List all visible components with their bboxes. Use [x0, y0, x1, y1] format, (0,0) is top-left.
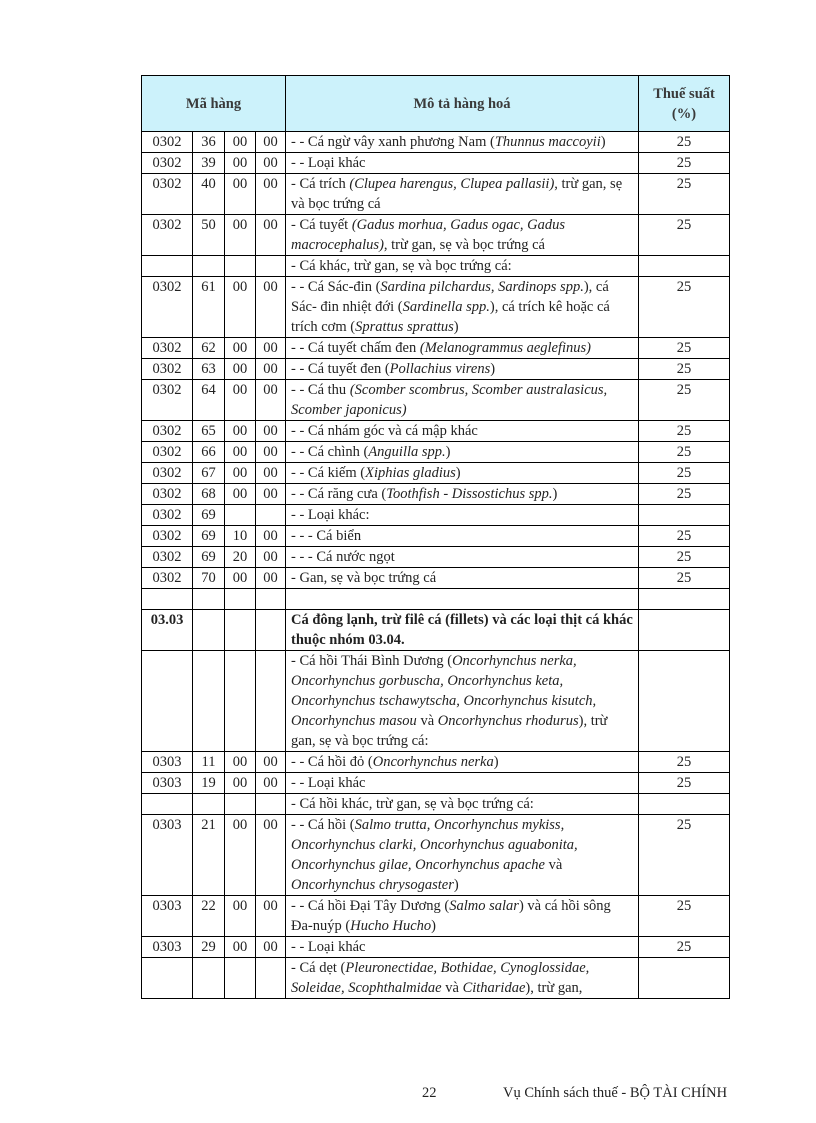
code-chapter: 0302 [142, 153, 193, 174]
code-item: 00 [256, 215, 286, 256]
code-subheading [225, 256, 256, 277]
rate-cell: 25 [639, 547, 730, 568]
table-row [142, 547, 730, 568]
code-heading: 67 [193, 463, 225, 484]
code-heading [193, 651, 225, 752]
rate-cell [639, 256, 730, 277]
tariff-table [141, 75, 730, 999]
code-subheading: 00 [225, 338, 256, 359]
description-cell: Cá đông lạnh, trừ filê cá (fillets) và các loại thịt cá khác thuộc nhóm 03.04. [286, 610, 639, 651]
code-chapter: 0302 [142, 526, 193, 547]
rate-cell: 25 [639, 568, 730, 589]
table-row [142, 442, 730, 463]
table-row [142, 421, 730, 442]
code-heading [193, 589, 225, 610]
code-heading: 40 [193, 174, 225, 215]
code-item: 00 [256, 338, 286, 359]
table-row [142, 937, 730, 958]
code-subheading [225, 651, 256, 752]
table-row [142, 794, 730, 815]
code-subheading: 00 [225, 484, 256, 505]
code-subheading: 00 [225, 359, 256, 380]
code-item [256, 794, 286, 815]
code-subheading: 00 [225, 215, 256, 256]
rate-cell: 25 [639, 752, 730, 773]
code-subheading: 00 [225, 568, 256, 589]
description-cell: - - Cá chình (Anguilla spp.) [286, 442, 639, 463]
code-chapter [142, 794, 193, 815]
code-item: 00 [256, 359, 286, 380]
table-row [142, 380, 730, 421]
heading-row [142, 610, 730, 651]
code-item [256, 589, 286, 610]
page-number: 22 [422, 1085, 437, 1101]
table-row [142, 505, 730, 526]
code-chapter: 0302 [142, 484, 193, 505]
description-cell: - - Cá tuyết đen (Pollachius virens) [286, 359, 639, 380]
description-cell: - Cá trích (Clupea harengus, Clupea pallasii), trừ gan, sẹ và bọc trứng cá [286, 174, 639, 215]
rate-cell: 25 [639, 132, 730, 153]
code-chapter: 0302 [142, 338, 193, 359]
description-cell: - - Loại khác [286, 937, 639, 958]
description-cell: - Cá tuyết (Gadus morhua, Gadus ogac, Gadus macrocephalus), trừ gan, sẹ và bọc trứng cá [286, 215, 639, 256]
code-subheading [225, 610, 256, 651]
code-heading: 36 [193, 132, 225, 153]
code-item: 00 [256, 568, 286, 589]
description-cell [286, 589, 639, 610]
spacer-row [142, 589, 730, 610]
code-chapter: 0303 [142, 896, 193, 937]
description-cell: - - Cá thu (Scomber scombrus, Scomber australasicus, Scomber japonicus) [286, 380, 639, 421]
code-subheading: 00 [225, 277, 256, 338]
rate-cell [639, 794, 730, 815]
description-cell: - - - Cá nước ngọt [286, 547, 639, 568]
table-row [142, 526, 730, 547]
code-chapter: 0302 [142, 132, 193, 153]
table-row [142, 752, 730, 773]
header-description: Mô tả hàng hoá [286, 76, 639, 132]
code-chapter: 0302 [142, 277, 193, 338]
code-subheading: 00 [225, 442, 256, 463]
table-header [142, 76, 730, 132]
code-item: 00 [256, 153, 286, 174]
code-item [256, 651, 286, 752]
code-item: 00 [256, 463, 286, 484]
code-heading: 50 [193, 215, 225, 256]
table-row [142, 256, 730, 277]
rate-cell: 25 [639, 526, 730, 547]
code-heading: 22 [193, 896, 225, 937]
code-subheading [225, 505, 256, 526]
code-item [256, 610, 286, 651]
description-cell: - - Cá nhám góc và cá mập khác [286, 421, 639, 442]
table-body [142, 132, 730, 999]
code-chapter [142, 589, 193, 610]
code-subheading [225, 589, 256, 610]
rate-cell: 25 [639, 174, 730, 215]
code-chapter: 0302 [142, 463, 193, 484]
rate-cell: 25 [639, 153, 730, 174]
rate-cell: 25 [639, 421, 730, 442]
description-cell: - Gan, sẹ và bọc trứng cá [286, 568, 639, 589]
rate-cell: 25 [639, 442, 730, 463]
code-item: 00 [256, 380, 286, 421]
code-subheading: 00 [225, 380, 256, 421]
description-cell: - - Loại khác [286, 773, 639, 794]
code-chapter: 0303 [142, 752, 193, 773]
code-item [256, 505, 286, 526]
rate-cell: 25 [639, 484, 730, 505]
code-heading: 66 [193, 442, 225, 463]
code-subheading [225, 958, 256, 999]
rate-cell [639, 610, 730, 651]
code-chapter: 0303 [142, 773, 193, 794]
code-item: 00 [256, 752, 286, 773]
code-heading [193, 256, 225, 277]
code-item [256, 958, 286, 999]
code-subheading: 00 [225, 752, 256, 773]
code-chapter: 0303 [142, 937, 193, 958]
code-chapter: 0302 [142, 547, 193, 568]
table-row [142, 568, 730, 589]
table-row [142, 463, 730, 484]
code-chapter: 03.03 [142, 610, 193, 651]
description-cell: - - Cá răng cưa (Toothfish - Dissostichus spp.) [286, 484, 639, 505]
description-cell: - - Cá Sác-đin (Sardina pilchardus, Sardinops spp.), cá Sác- đin nhiệt đới (Sardinella spp.), cá trích kê hoặc cá trích cơm (Sprattus sprattus) [286, 277, 639, 338]
rate-cell [639, 958, 730, 999]
description-cell: - Cá hồi khác, trừ gan, sẹ và bọc trứng cá: [286, 794, 639, 815]
description-cell: - - Cá hồi (Salmo trutta, Oncorhynchus mykiss, Oncorhynchus clarki, Oncorhynchus aguabonita, Oncorhynchus gilae, Oncorhynchus apache và Oncorhynchus chrysogaster) [286, 815, 639, 896]
rate-cell: 25 [639, 380, 730, 421]
code-subheading: 00 [225, 174, 256, 215]
rate-cell: 25 [639, 896, 730, 937]
table-row [142, 773, 730, 794]
code-chapter [142, 256, 193, 277]
code-chapter [142, 958, 193, 999]
table-row [142, 132, 730, 153]
rate-cell: 25 [639, 937, 730, 958]
code-heading: 11 [193, 752, 225, 773]
code-item: 00 [256, 815, 286, 896]
description-cell: - Cá dẹt (Pleuronectidae, Bothidae, Cynoglossidae, Soleidae, Scophthalmidae và Citharidae), trừ gan, [286, 958, 639, 999]
code-item: 00 [256, 277, 286, 338]
code-subheading [225, 794, 256, 815]
code-chapter: 0302 [142, 442, 193, 463]
header-rate: Thuế suất (%) [639, 76, 730, 132]
description-cell: - Cá khác, trừ gan, sẹ và bọc trứng cá: [286, 256, 639, 277]
table-row [142, 215, 730, 256]
code-heading: 61 [193, 277, 225, 338]
description-cell: - - - Cá biển [286, 526, 639, 547]
rate-cell [639, 505, 730, 526]
code-heading: 64 [193, 380, 225, 421]
table-row [142, 153, 730, 174]
code-item: 00 [256, 484, 286, 505]
code-chapter: 0302 [142, 359, 193, 380]
code-subheading: 20 [225, 547, 256, 568]
code-heading [193, 958, 225, 999]
code-chapter: 0302 [142, 505, 193, 526]
table-row [142, 651, 730, 752]
description-cell: - - Loại khác [286, 153, 639, 174]
code-chapter: 0302 [142, 421, 193, 442]
code-heading: 39 [193, 153, 225, 174]
code-heading: 70 [193, 568, 225, 589]
table-row [142, 484, 730, 505]
code-chapter: 0302 [142, 174, 193, 215]
code-item: 00 [256, 132, 286, 153]
code-subheading: 00 [225, 153, 256, 174]
table-row [142, 338, 730, 359]
code-subheading: 00 [225, 773, 256, 794]
description-cell: - - Cá hồi Đại Tây Dương (Salmo salar) và cá hồi sông Đa-nuýp (Hucho Hucho) [286, 896, 639, 937]
rate-cell [639, 589, 730, 610]
code-heading [193, 794, 225, 815]
rate-cell: 25 [639, 773, 730, 794]
rate-cell: 25 [639, 463, 730, 484]
code-heading [193, 610, 225, 651]
description-cell: - - Cá tuyết chấm đen (Melanogrammus aeglefinus) [286, 338, 639, 359]
code-chapter: 0303 [142, 815, 193, 896]
code-subheading: 00 [225, 132, 256, 153]
code-heading: 69 [193, 547, 225, 568]
code-heading: 19 [193, 773, 225, 794]
rate-cell: 25 [639, 215, 730, 256]
code-heading: 63 [193, 359, 225, 380]
table-row [142, 958, 730, 999]
code-chapter: 0302 [142, 380, 193, 421]
table-row [142, 359, 730, 380]
code-item: 00 [256, 896, 286, 937]
description-cell: - - Cá ngừ vây xanh phương Nam (Thunnus maccoyii) [286, 132, 639, 153]
code-heading: 62 [193, 338, 225, 359]
code-heading: 69 [193, 505, 225, 526]
header-code: Mã hàng [142, 76, 286, 132]
code-subheading: 00 [225, 421, 256, 442]
description-cell: - - Cá hồi đỏ (Oncorhynchus nerka) [286, 752, 639, 773]
code-item: 00 [256, 174, 286, 215]
code-heading: 69 [193, 526, 225, 547]
rate-cell: 25 [639, 359, 730, 380]
table-row [142, 277, 730, 338]
rate-cell [639, 651, 730, 752]
code-subheading: 10 [225, 526, 256, 547]
rate-cell: 25 [639, 277, 730, 338]
code-subheading: 00 [225, 463, 256, 484]
code-heading: 21 [193, 815, 225, 896]
code-subheading: 00 [225, 896, 256, 937]
code-heading: 29 [193, 937, 225, 958]
code-subheading: 00 [225, 937, 256, 958]
table-row [142, 815, 730, 896]
code-subheading: 00 [225, 815, 256, 896]
table-row [142, 174, 730, 215]
code-item: 00 [256, 421, 286, 442]
code-item: 00 [256, 773, 286, 794]
code-item: 00 [256, 937, 286, 958]
code-heading: 65 [193, 421, 225, 442]
description-cell: - Cá hồi Thái Bình Dương (Oncorhynchus nerka, Oncorhynchus gorbuscha, Oncorhynchus keta, Oncorhynchus tschawytscha, Oncorhynchus kisutch, Oncorhynchus masou và Oncorhynchus rhodurus), trừ gan, sẹ và bọc trứng cá: [286, 651, 639, 752]
table-row [142, 896, 730, 937]
rate-cell: 25 [639, 338, 730, 359]
description-cell: - - Loại khác: [286, 505, 639, 526]
footer-org: Vụ Chính sách thuế - BỘ TÀI CHÍNH [503, 1085, 728, 1101]
rate-cell: 25 [639, 815, 730, 896]
code-chapter [142, 651, 193, 752]
code-chapter: 0302 [142, 215, 193, 256]
code-chapter: 0302 [142, 568, 193, 589]
code-heading: 68 [193, 484, 225, 505]
code-item: 00 [256, 442, 286, 463]
code-item: 00 [256, 547, 286, 568]
code-item: 00 [256, 526, 286, 547]
code-item [256, 256, 286, 277]
description-cell: - - Cá kiếm (Xiphias gladius) [286, 463, 639, 484]
